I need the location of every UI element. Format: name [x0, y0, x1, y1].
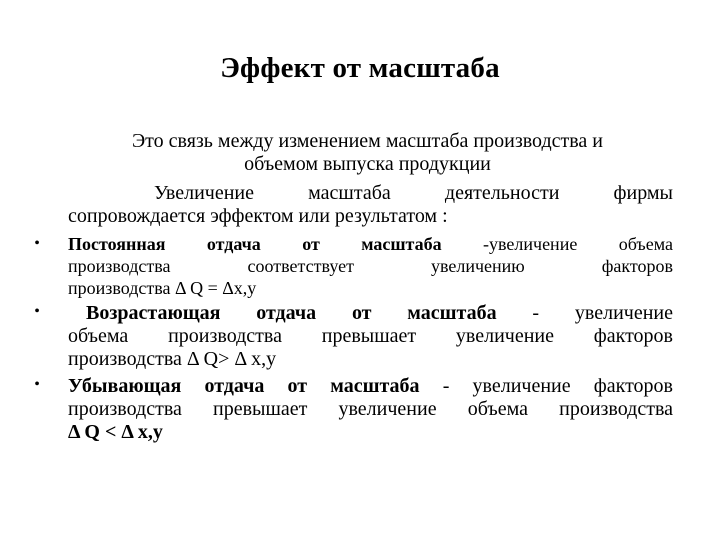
- item-line-1: [68, 302, 673, 325]
- list-item-increasing-returns: [68, 302, 673, 371]
- bullet-icon: •: [34, 376, 40, 393]
- list-item-decreasing-returns: [68, 375, 673, 444]
- item-line-1: [68, 233, 673, 255]
- item-text: - увеличение факторов: [419, 375, 673, 397]
- intro2-line-2: сопровождается эффектом или результатом :: [68, 205, 448, 227]
- bullet-icon: •: [34, 303, 40, 320]
- item-line-2: производства превышает увеличение объема производства: [68, 398, 673, 420]
- item-term: Убывающая отдача от масштаба: [68, 375, 420, 397]
- item-line-3: Δ Q < Δ x,y: [68, 421, 163, 443]
- slide-title: Эффект от масштаба: [220, 52, 500, 84]
- item-line-2: производства соответствует увеличению факторов: [68, 256, 673, 276]
- bullet-icon: •: [34, 235, 40, 252]
- item-term: Возрастающая отдача от масштаба: [86, 302, 497, 324]
- item-line-1: [68, 375, 673, 398]
- item-text: - увеличение: [496, 302, 674, 324]
- item-line-3: производства Δ Q> Δ x,y: [68, 348, 277, 370]
- item-term: Постоянная отдача от масштаба: [68, 234, 442, 254]
- intro-scale-effect: [68, 182, 673, 228]
- intro-line-1: Это связь между изменением масштаба производства и: [131, 130, 604, 152]
- item-line-2: объема производства превышает увеличение факторов: [68, 325, 673, 347]
- intro-definition: [60, 130, 675, 176]
- intro2-line-1: Увеличение масштаба деятельности фирмы: [154, 182, 673, 204]
- list-item-constant-returns: [68, 233, 673, 299]
- item-line-3: производства Δ Q = Δx,y: [68, 278, 257, 298]
- intro-line-2: объемом выпуска продукции: [244, 153, 491, 175]
- item-text: -увеличение объема: [441, 234, 673, 254]
